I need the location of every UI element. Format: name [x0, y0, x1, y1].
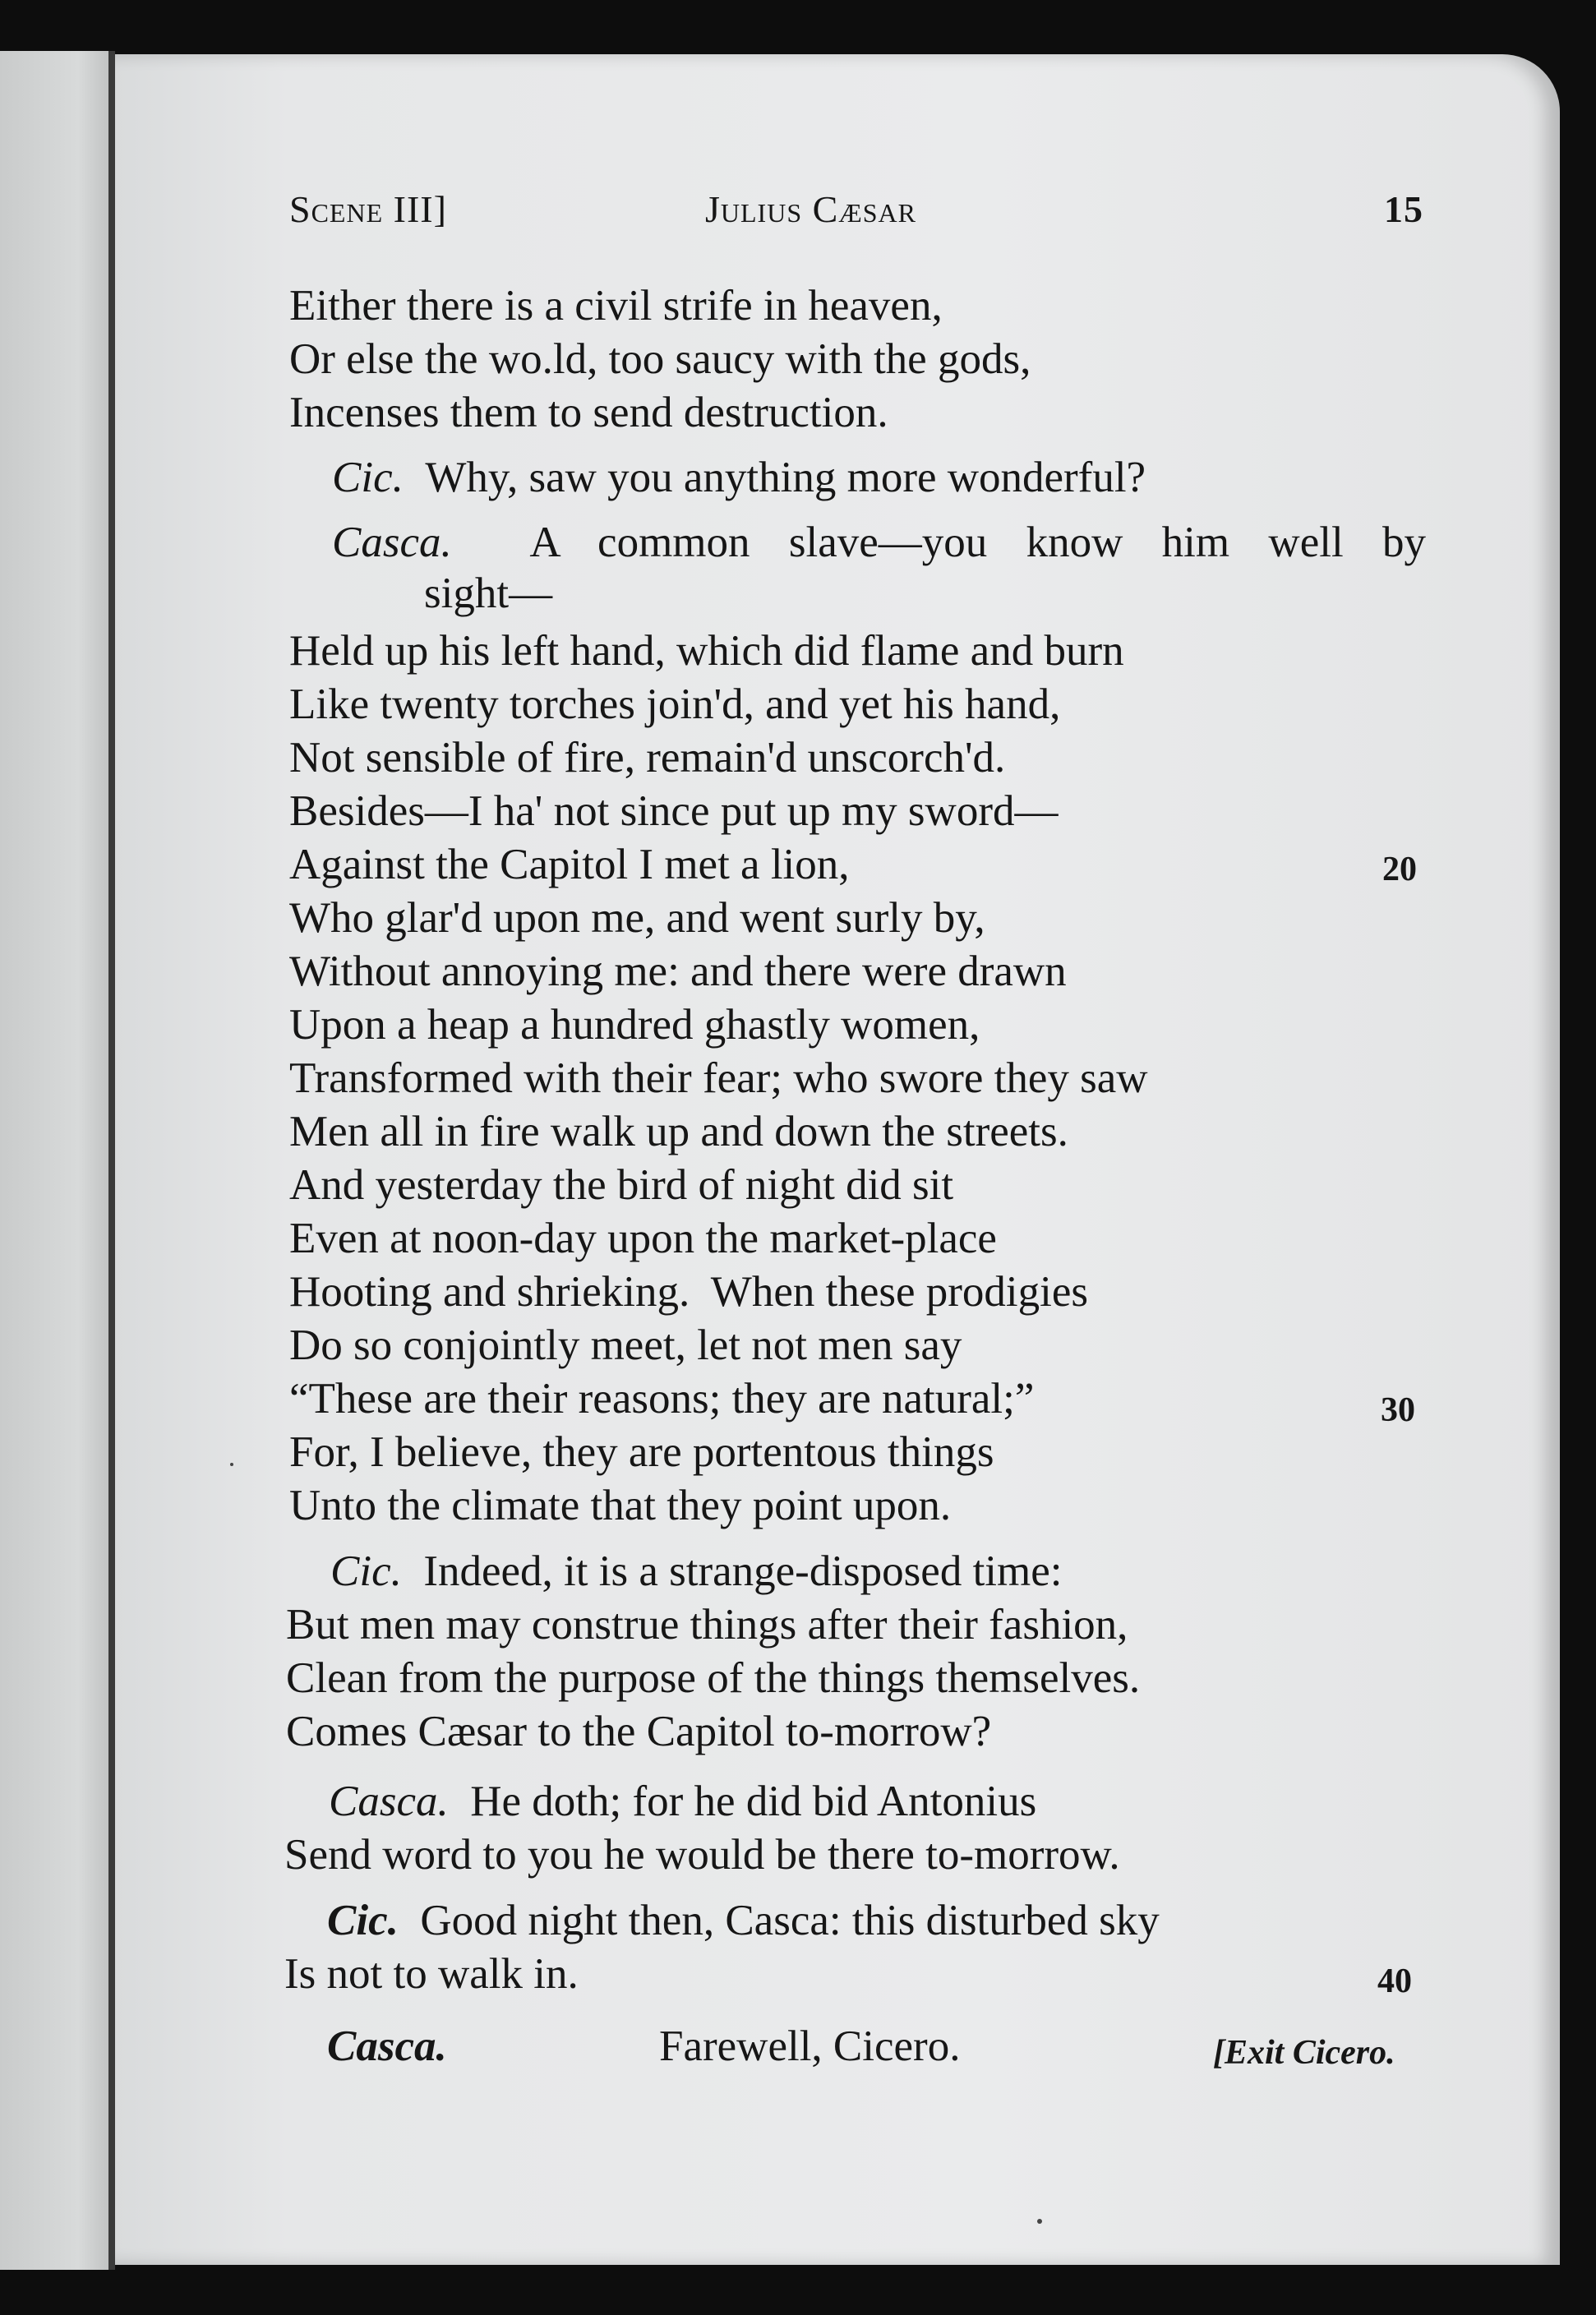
speaker-name: Cic. [330, 1547, 402, 1595]
verse-line: For, I believe, they are portentous things [289, 1428, 994, 1476]
verse-line: Besides—I ha' not since put up my sword— [289, 787, 1059, 835]
verse-line: Hooting and shrieking. When these prodigies [289, 1268, 1088, 1316]
speech-text: Farewell, Cicero. [659, 2022, 961, 2070]
verse-line: Do so conjointly meet, let not men say [289, 1321, 962, 1369]
book-gutter [108, 51, 115, 2270]
verse-line: Send word to you he would be there to-morrow. [284, 1831, 1120, 1879]
line-number: 20 [1382, 851, 1417, 888]
verse-line: Transformed with their fear; who swore they saw [289, 1054, 1148, 1102]
verse-line: Not sensible of fire, remain'd unscorch'd. [289, 734, 1006, 782]
speech-line: Cic. Why, saw you anything more wonderful? [332, 454, 1146, 501]
verse-line: Is not to walk in. [284, 1950, 579, 1998]
verse-line: Or else the wo.ld, too saucy with the gods, [289, 335, 1031, 383]
verse-line: But men may construe things after their fashion, [286, 1601, 1128, 1649]
verse-line: Upon a heap a hundred ghastly women, [289, 1001, 980, 1049]
verse-line: Without annoying me: and there were drawn [289, 948, 1067, 995]
page-number: 15 [1384, 188, 1423, 230]
verse-line: Against the Capitol I met a lion, [289, 841, 850, 888]
facing-page-edge [0, 51, 112, 2270]
speaker-name: Casca. [327, 2022, 447, 2070]
verse-line: Unto the climate that they point upon. [289, 1482, 952, 1529]
verse-line-turnover: sight— [424, 570, 553, 617]
verse-line: Either there is a civil strife in heaven, [289, 282, 943, 330]
verse-line: Incenses them to send destruction. [289, 389, 888, 436]
verse-line: And yesterday the bird of night did sit [289, 1161, 954, 1209]
running-head-scene: Scene III] [289, 188, 447, 230]
verse-line: Men all in fire walk up and down the streets. [289, 1108, 1068, 1155]
speaker-name: Casca. [332, 519, 452, 566]
speech-line: Casca. A common slave—you know him well by [332, 519, 1426, 566]
verse-line: Held up his left hand, which did flame and burn [289, 627, 1124, 675]
verse-line: Like twenty torches join'd, and yet his hand, [289, 680, 1061, 728]
stage-direction: [Exit Cicero. [1213, 2034, 1395, 2072]
speech-line: Casca. He doth; for he did bid Antonius [329, 1778, 1037, 1825]
print-speck [1037, 2219, 1042, 2224]
verse-line: Comes Cæsar to the Capitol to-morrow? [286, 1708, 992, 1755]
verse-line: “These are their reasons; they are natural;” [289, 1375, 1035, 1423]
verse-line: Even at noon-day upon the market-place [289, 1215, 997, 1262]
line-number: 40 [1377, 1962, 1412, 2000]
speech-line [327, 2020, 447, 2073]
speech-line: Cic. Good night then, Casca: this disturbed sky [327, 1897, 1160, 1944]
verse-line: Clean from the purpose of the things themselves. [286, 1654, 1141, 1702]
speaker-name: Cic. [327, 1897, 399, 1944]
print-speck [230, 1463, 233, 1466]
line-number: 30 [1381, 1391, 1415, 1429]
running-head-title: Julius Cæsar [705, 188, 917, 230]
speaker-name: Cic. [332, 454, 404, 501]
speaker-name: Casca. [329, 1778, 449, 1825]
verse-line: Who glar'd upon me, and went surly by, [289, 894, 985, 942]
speech-line: Cic. Indeed, it is a strange-disposed time: [330, 1547, 1063, 1595]
